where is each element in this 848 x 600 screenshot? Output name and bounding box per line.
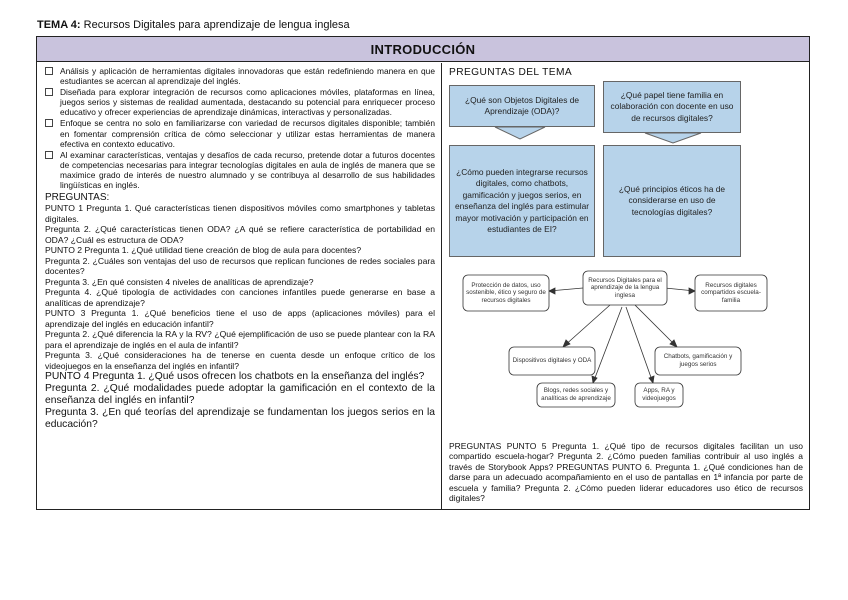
- diagram-node: Blogs, redes sociales y analíticas de aprendizaje: [541, 387, 611, 402]
- right-column: [445, 63, 809, 509]
- topic-question-text: ¿Cómo pueden integrarse recursos digitales, como chatbots, gamificación y juegos serios, en enseñanza del inglés para estimular mayor motivación y participación en estudiantes de EI?: [454, 166, 590, 234]
- question-line: Pregunta 3. ¿Qué consideraciones ha de tenerse en cuenta desde un enfoque crítico de los videojuegos en la enseñanza del inglés en infantil?: [45, 350, 435, 371]
- diagram-node: Protección de datos, uso sostenible, ético y seguro de recursos digitales: [466, 281, 546, 304]
- topic-label: TEMA 4:: [37, 19, 81, 31]
- diagram-node: Apps, RA y videojuegos: [642, 387, 676, 402]
- callout-pointer: [645, 133, 701, 143]
- checkbox-icon: [45, 88, 53, 96]
- checkbox-icon: [45, 151, 53, 159]
- section-title: INTRODUCCIÓN: [370, 41, 476, 57]
- diagram-node: Recursos digitales compartidos escuela-familia: [701, 281, 761, 304]
- bullet-text: Enfoque se centra no solo en familiarizarse con variedad de recursos digitales disponible; también en fomentar comprensión crítica de cómo seleccionar y utilizar estas herramientas de manera efectiva en contexto educativo.: [60, 118, 435, 149]
- question-line: PUNTO 4 Pregunta 1. ¿Qué usos ofrecen los chatbots en la enseñanza del inglés?: [45, 371, 425, 383]
- questions-heading: PREGUNTAS:: [45, 192, 110, 204]
- topic-title: [37, 19, 350, 31]
- question-line: Pregunta 3. ¿En qué teorías del aprendizaje se fundamentan los juegos serios en la educación?: [45, 407, 435, 431]
- bullet-item: [45, 66, 435, 86]
- question-line: PUNTO 3 Pregunta 1. ¿Qué beneficios tiene el uso de apps (aplicaciones móviles) para el aprendizaje del inglés en educación infantil?: [45, 308, 435, 329]
- content-table: [36, 36, 810, 510]
- question-line: Pregunta 2. ¿Qué modalidades puede adoptar la gamificación en el contexto de la enseñanza del inglés en infantil?: [45, 383, 435, 407]
- left-column: [37, 63, 442, 509]
- topic-question-text: ¿Qué son Objetos Digitales de Aprendizaje (ODA)?: [464, 94, 580, 116]
- topic-questions-text: PREGUNTAS PUNTO 5 Pregunta 1. ¿Qué tipo de recursos digitales facilitan un uso compartido escuela-hogar? Pregunta 2. ¿Cómo pueden familias contribuir al uso inglés a través de Storybook Apps? PREGUNTAS PUNTO 6. Pregunta 1. ¿Qué condiciones han de darse para un adecuado acompañamiento en el uso de pantallas en 1ª infancia por parte de escuela y familia? Pregunta 2. ¿Cómo pueden liderar educadores uso ético de recursos digitales?: [449, 441, 803, 504]
- topic-question-text: ¿Qué papel tiene familia en colaboración con docente en uso de recursos digitales?: [610, 89, 734, 123]
- question-line: PUNTO 1 Pregunta 1. Qué características tienen dispositivos móviles como smartphones y tabletas digitales.: [45, 203, 435, 224]
- concept-diagram: [445, 63, 805, 443]
- checkbox-icon: [45, 119, 53, 127]
- topic-questions-title: PREGUNTAS DEL TEMA: [449, 67, 573, 78]
- topic-question-text: ¿Qué principios éticos ha de considerarse en uso de tecnologías digitales?: [618, 183, 726, 217]
- question-line: Pregunta 2. ¿Qué características tienen ODA? ¿A qué se refiere característica de portabilidad en ODA? ¿Cuál es estructura de ODA?: [45, 224, 435, 245]
- question-line: PUNTO 2 Pregunta 1. ¿Qué utilidad tiene creación de blog de aula para docentes?: [45, 245, 362, 256]
- bullet-item: [45, 150, 435, 190]
- checkbox-icon: [45, 67, 53, 75]
- diagram-center-node: Recursos Digitales para el aprendizaje de la lengua inglesa: [588, 276, 662, 299]
- bullet-text: Al examinar características, ventajas y desafíos de cada recurso, pretende dotar a futuros docentes de competencias necesarias para integrar tecnologías digitales en aula de inglés de manera que se maximice grado de interés de nuestro alumnado y se contribuya al desarrollo de sus habilidades lingüísticas en inglés.: [60, 149, 435, 191]
- callout-pointer: [495, 127, 545, 139]
- bullet-text: Análisis y aplicación de herramientas digitales innovadoras que están redefiniendo manera en que estudiantes se acercan al aprendizaje del inglés.: [60, 66, 435, 87]
- section-header: [37, 37, 809, 62]
- bullet-item: [45, 87, 435, 117]
- question-line: Pregunta 2. ¿Qué diferencia la RA y la RV? ¿Qué ejemplificación de uso se puede plantear con la RA para el aprendizaje de inglés en el aula de infantil?: [45, 329, 435, 350]
- topic-name: Recursos Digitales para aprendizaje de lengua inglesa: [83, 19, 350, 31]
- question-line: Pregunta 4. ¿Qué tipología de actividades con canciones infantiles puede generarse en base a analíticas de aprendizaje?: [45, 287, 435, 308]
- question-line: Pregunta 3. ¿En qué consisten 4 niveles de analíticas de aprendizaje?: [45, 276, 314, 287]
- question-line: Pregunta 2. ¿Cuáles son ventajas del uso de recursos que replican funciones de redes sociales para docentes?: [45, 255, 435, 277]
- bullet-item: [45, 118, 435, 148]
- diagram-node: Dispositivos digitales y ODA: [512, 357, 592, 365]
- bullet-text: Diseñada para explorar integración de recursos como aplicaciones móviles, plataformas en línea, juegos serios y sistemas de realidad aumentada, destacando su potencial para enriquecer proceso educativo y ofrecer experiencias de aprendizaje dinámicas, interactivas y personalizadas.: [60, 87, 435, 118]
- diagram-node: Chatbots, gamificación y juegos serios: [663, 353, 733, 368]
